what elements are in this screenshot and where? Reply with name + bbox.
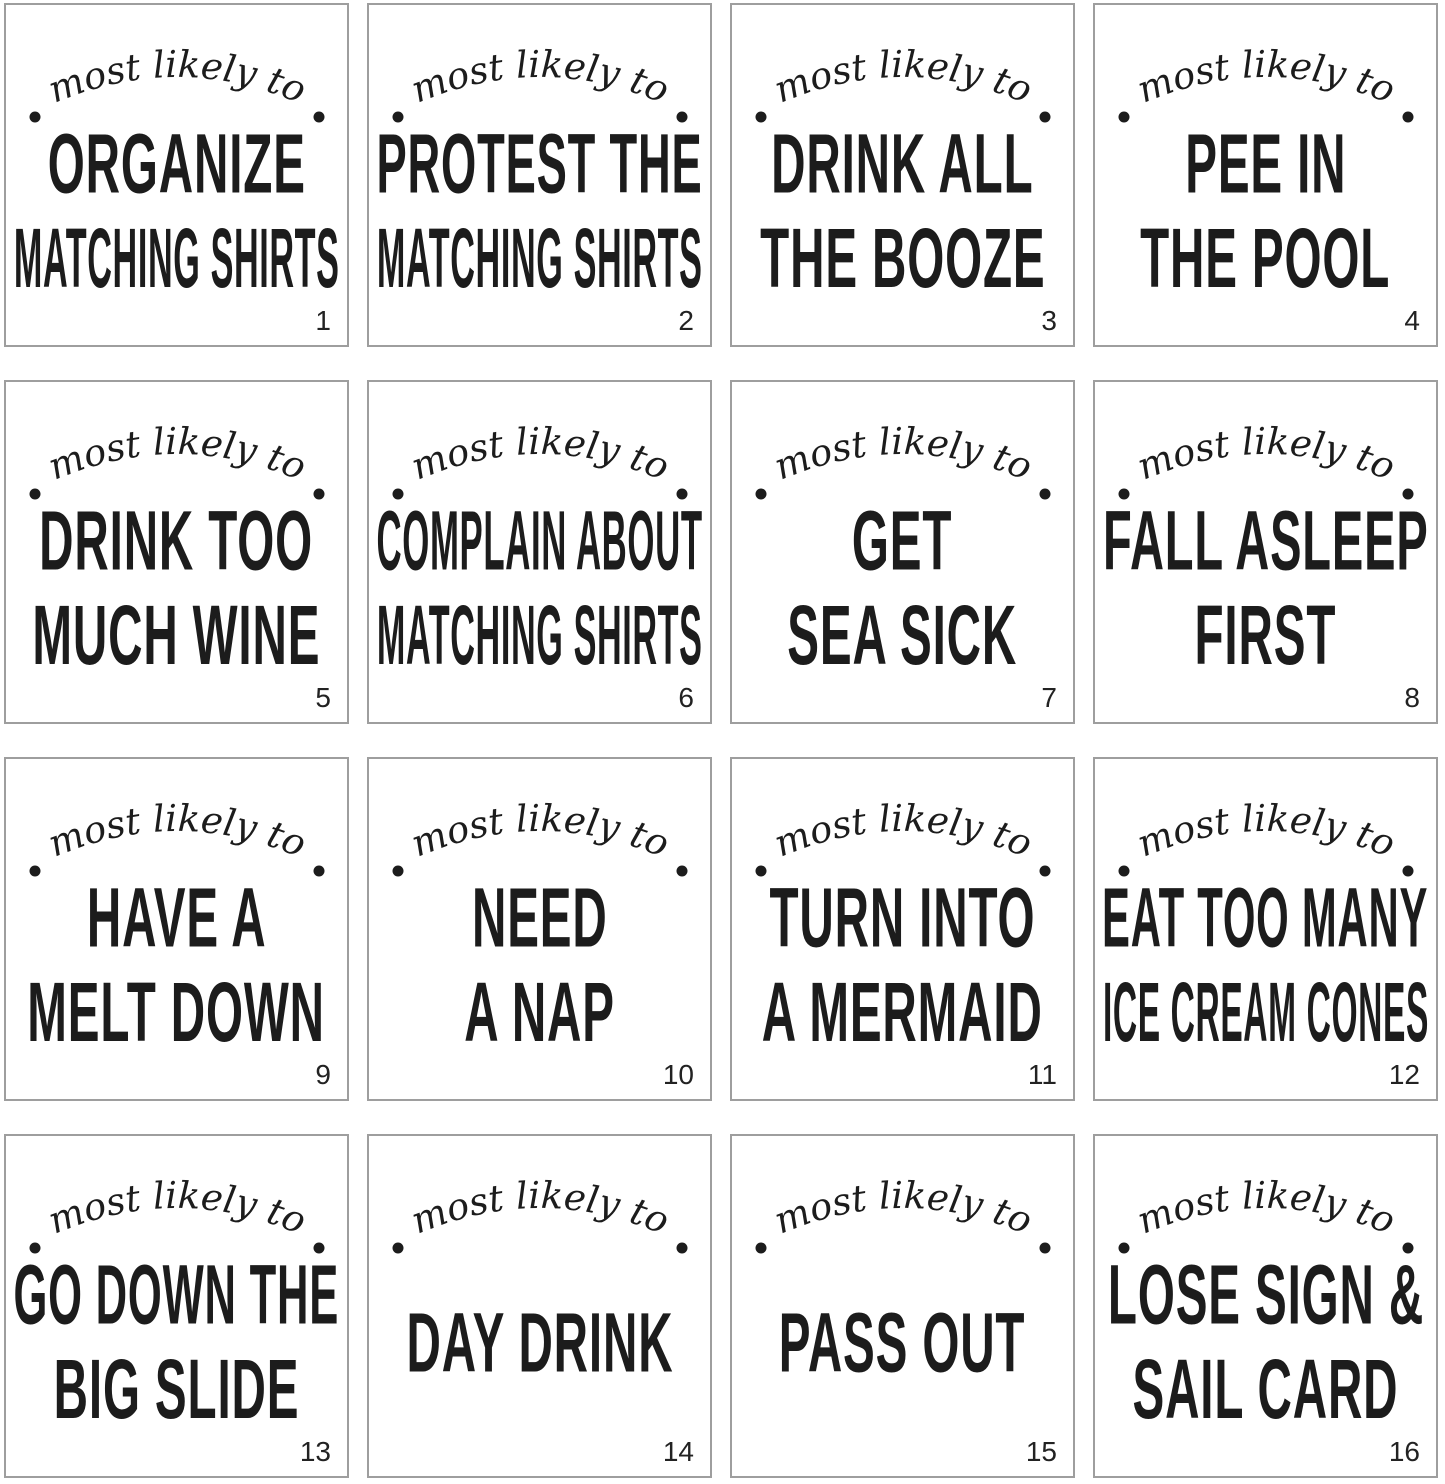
header-arc — [748, 406, 1058, 506]
phrase-line: THE BOOZE — [759, 210, 1046, 305]
header-script-text: most likely to — [404, 796, 675, 866]
card-phrase — [738, 116, 1067, 305]
header-dot-left — [392, 1243, 403, 1254]
card-phrase — [375, 870, 704, 1059]
header-arc — [22, 406, 332, 506]
header-script-text: most likely to — [767, 419, 1038, 489]
card-number: 16 — [1388, 1436, 1420, 1467]
phrase-line: ORGANIZE — [47, 116, 306, 211]
phrase-line: A NAP — [464, 964, 615, 1059]
header-script-text: most likely to — [41, 419, 312, 489]
phrase-line: PASS OUT — [779, 1294, 1026, 1389]
header-script-text: most likely to — [767, 42, 1038, 112]
card-phrase — [1101, 116, 1430, 305]
phrase-line: SAIL CARD — [1132, 1341, 1399, 1436]
card-number: 1 — [315, 305, 331, 336]
card-phrase-lines — [0, 1249, 386, 1437]
card-phrase — [1101, 1247, 1430, 1436]
header-arc — [748, 29, 1058, 129]
card-3 — [730, 3, 1075, 347]
header-script-text: most likely to — [404, 42, 675, 112]
card-phrase — [1101, 870, 1430, 1059]
header-script-text: most likely to — [41, 1173, 312, 1243]
card-phrase — [12, 1247, 341, 1436]
phrase-line: GO DOWN THE — [13, 1247, 340, 1342]
phrase-line: DRINK TOO — [39, 493, 314, 588]
card-number: 5 — [315, 682, 331, 713]
card-phrase — [1101, 493, 1430, 682]
card-number: 14 — [662, 1436, 694, 1467]
card-phrase — [12, 870, 341, 1059]
header-arc — [748, 783, 1058, 883]
phrase-line: TURN INTO — [769, 870, 1036, 965]
card-phrase-lines — [735, 118, 1071, 306]
card-phrase-lines — [273, 495, 807, 683]
card-phrase — [375, 116, 704, 305]
card-number: 8 — [1404, 682, 1420, 713]
card-number: 9 — [315, 1059, 331, 1090]
card-number: 6 — [678, 682, 694, 713]
header-arc — [748, 1160, 1058, 1260]
header-arc — [385, 783, 695, 883]
phrase-line: A MERMAID — [762, 964, 1043, 1059]
phrase-line: HAVE A — [86, 870, 267, 965]
card-phrase-lines — [757, 1296, 1047, 1390]
phrase-line: DRINK ALL — [771, 116, 1034, 211]
card-2 — [367, 3, 712, 347]
card-number: 11 — [1027, 1059, 1057, 1090]
card-phrase — [738, 493, 1067, 682]
card-14 — [367, 1134, 712, 1478]
card-number: 7 — [1041, 682, 1057, 713]
phrase-line: FALL ASLEEP — [1102, 493, 1429, 588]
card-10 — [367, 757, 712, 1101]
phrase-line: MELT DOWN — [27, 964, 326, 1059]
card-15 — [730, 1134, 1075, 1478]
phrase-line: ICE CREAM CONES — [1102, 964, 1429, 1059]
card-phrase-lines — [994, 872, 1445, 1060]
card-9 — [4, 757, 349, 1101]
card-7 — [730, 380, 1075, 724]
card-phrase — [738, 1254, 1067, 1432]
phrase-line: THE POOL — [1140, 210, 1391, 305]
card-number: 12 — [1388, 1059, 1420, 1090]
header-script-text: most likely to — [767, 1173, 1038, 1243]
header-dot-right — [1039, 489, 1050, 500]
header-arc — [1111, 29, 1421, 129]
card-phrase-lines — [273, 118, 807, 306]
card-13 — [4, 1134, 349, 1478]
header-arc — [1111, 406, 1421, 506]
card-6 — [367, 380, 712, 724]
phrase-line: FIRST — [1194, 587, 1337, 682]
header-script-text: most likely to — [41, 796, 312, 866]
header-script-text: most likely to — [404, 1173, 675, 1243]
card-16 — [1093, 1134, 1438, 1478]
header-arc — [22, 1160, 332, 1260]
card-phrase-lines — [451, 872, 628, 1060]
phrase-line: COMPLAIN ABOUT — [376, 493, 703, 588]
phrase-line: MATCHING SHIRTS — [376, 587, 703, 682]
header-arc — [385, 29, 695, 129]
card-phrase — [375, 1254, 704, 1432]
phrase-line: MATCHING SHIRTS — [376, 210, 703, 305]
card-phrase — [375, 493, 704, 682]
header-script-text: most likely to — [1130, 419, 1401, 489]
card-phrase-lines — [383, 1296, 697, 1390]
header-arc — [22, 29, 332, 129]
card-number: 10 — [662, 1059, 694, 1090]
header-script-text: most likely to — [41, 42, 312, 112]
phrase-line: PROTEST THE — [376, 116, 703, 211]
header-arc — [22, 783, 332, 883]
card-number: 13 — [299, 1436, 331, 1467]
header-arc — [1111, 1160, 1421, 1260]
header-script-text: most likely to — [1130, 42, 1401, 112]
card-phrase-lines — [1, 872, 351, 1060]
card-number: 3 — [1041, 305, 1057, 336]
header-script-text: most likely to — [1130, 1173, 1401, 1243]
card-number: 15 — [1025, 1436, 1057, 1467]
header-dot-left — [755, 1243, 766, 1254]
header-dot-right — [676, 1243, 687, 1254]
header-dot-left — [392, 866, 403, 877]
header-arc — [385, 1160, 695, 1260]
phrase-line: NEED — [471, 870, 608, 965]
header-dot-right — [1039, 1243, 1050, 1254]
card-12 — [1093, 757, 1438, 1101]
card-8 — [1093, 380, 1438, 724]
header-script-text: most likely to — [767, 796, 1038, 866]
phrase-line: DAY DRINK — [406, 1294, 673, 1389]
phrase-line: GET — [852, 493, 953, 588]
header-arc — [1111, 783, 1421, 883]
header-arc — [385, 406, 695, 506]
phrase-line: LOSE SIGN & — [1107, 1247, 1424, 1342]
card-phrase-lines — [767, 495, 1037, 683]
header-dot-left — [755, 489, 766, 500]
phrase-line: MATCHING SHIRTS — [13, 210, 340, 305]
card-number: 2 — [678, 305, 694, 336]
phrase-line: PEE IN — [1184, 116, 1347, 211]
header-dot-right — [676, 866, 687, 877]
card-number: 4 — [1404, 305, 1420, 336]
phrase-line: BIG SLIDE — [53, 1341, 300, 1436]
card-4 — [1093, 3, 1438, 347]
card-phrase-lines — [1118, 118, 1412, 306]
card-phrase-lines — [1072, 495, 1445, 683]
phrase-line: EAT TOO MANY — [1102, 870, 1429, 965]
header-script-text: most likely to — [404, 419, 675, 489]
card-phrase-lines — [1080, 1249, 1445, 1437]
header-script-text: most likely to — [1130, 796, 1401, 866]
phrase-line: MUCH WINE — [32, 587, 321, 682]
phrase-line: SEA SICK — [787, 587, 1018, 682]
